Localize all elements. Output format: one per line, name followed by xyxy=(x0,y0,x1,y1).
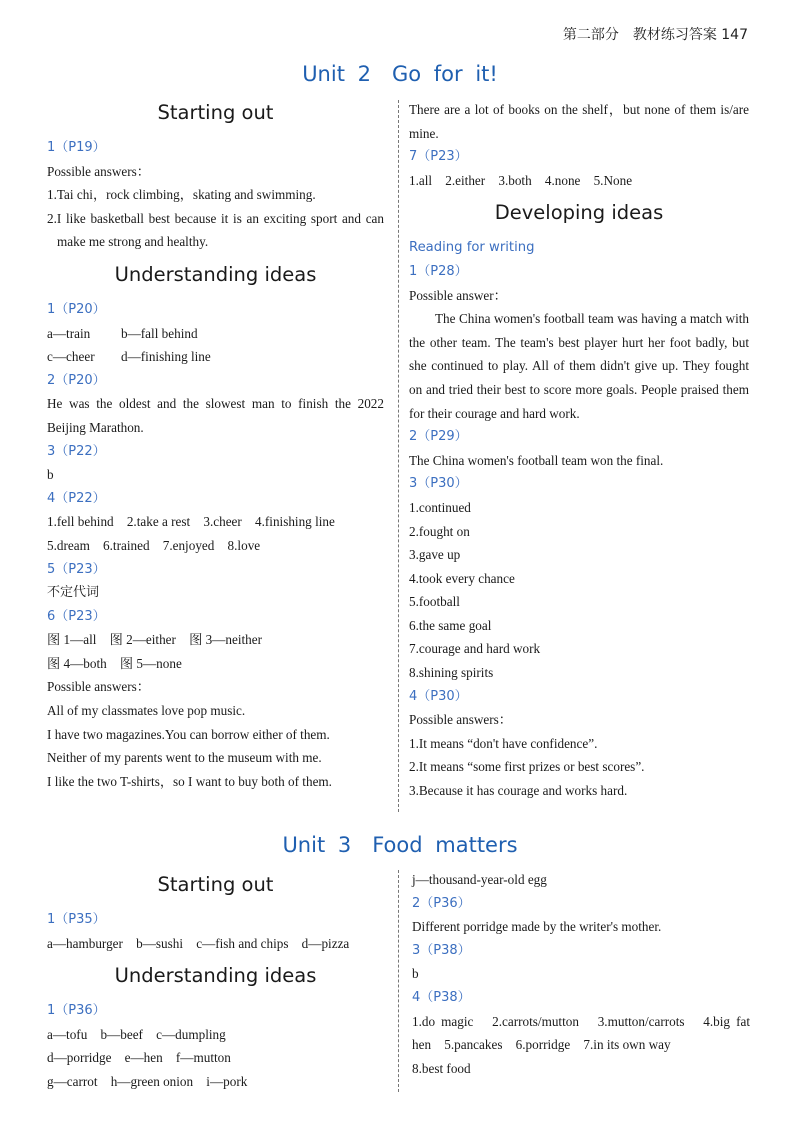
answer-line: 1.all 2.either 3.both 4.none 5.None xyxy=(409,172,633,188)
question-label: 2（P36） xyxy=(412,895,471,911)
answer-intro: Possible answers： xyxy=(47,163,150,179)
unit2-right-column xyxy=(409,98,749,803)
page-header: 第二部分 教材练习答案 147 xyxy=(562,27,748,43)
answer-line: 2.It means “some first prizes or best scores”. xyxy=(409,759,645,775)
answer-line: 1.do magic 2.carrots/mutton 3.mutton/carrots 4.big fat hen 5.pancakes 6.porridge 7.in its own way xyxy=(412,1013,750,1053)
answer-line: He was the oldest and the slowest man to finish the 2022 Beijing Marathon. xyxy=(47,396,384,435)
answer-line: a—tofu b—beef c—dumpling xyxy=(47,1026,226,1042)
answer-line: There are a lot of books on the shelf，but none of them is/are mine. xyxy=(409,102,749,141)
subsection-label: Reading for writing xyxy=(409,240,535,256)
answer-line: 2.I like basketball best because it is an exciting sport and can make me strong and healthy. xyxy=(47,210,384,250)
question-label: 1（P36） xyxy=(47,1003,106,1019)
answer-line: 3.Because it has courage and works hard. xyxy=(409,783,628,799)
answer-item: d—finishing line xyxy=(121,349,211,365)
list-item: 7.courage and hard work xyxy=(409,641,541,657)
question-label: 1（P35） xyxy=(47,912,106,927)
unit3-right-column xyxy=(412,868,750,1080)
answer-line: Neither of my parents went to the museum with me. xyxy=(47,750,322,766)
answer-line: g—carrot h—green onion i—pork xyxy=(47,1073,248,1089)
unit2-understanding-heading: Understanding ideas xyxy=(114,262,317,286)
list-item: 2.fought on xyxy=(409,523,470,539)
answer-line: 8.best food xyxy=(412,1060,471,1076)
question-label: 3（P38） xyxy=(412,942,471,958)
question-label: 3（P22） xyxy=(47,443,106,459)
column-divider xyxy=(398,870,399,1092)
answer-line: 1.It means “don't have confidence”. xyxy=(409,735,598,751)
question-label: 1（P19） xyxy=(47,140,106,155)
unit2-title: Unit 2 Go for it! xyxy=(302,62,498,86)
unit3-title: Unit 3 Food matters xyxy=(282,833,518,857)
answer-line: b xyxy=(412,966,419,982)
answer-line: 图 1—all 图 2—either 图 3—neither xyxy=(47,632,262,648)
unit3-starting-out-heading: Starting out xyxy=(157,873,274,896)
answer-line: Different porridge made by the writer's mother. xyxy=(412,919,662,935)
list-item: 4.took every chance xyxy=(409,570,515,586)
answer-line: b xyxy=(47,467,54,483)
answer-item: a—train xyxy=(47,325,91,341)
unit2-starting-out-heading: Starting out xyxy=(157,101,274,124)
answer-line: j—thousand-year-old egg xyxy=(412,872,547,887)
answer-line: 5.dream 6.trained 7.enjoyed 8.love xyxy=(47,537,261,553)
question-label: 1（P28） xyxy=(409,263,468,279)
answer-line: 不定代词 xyxy=(47,585,100,601)
answer-line: I like the two T-shirts，so I want to buy both of them. xyxy=(47,773,332,789)
question-label: 5（P23） xyxy=(47,561,106,577)
list-item: 6.the same goal xyxy=(409,617,492,633)
question-label: 4（P30） xyxy=(409,688,468,704)
list-item: 1.continued xyxy=(409,499,471,515)
answer-line: a—hamburger b—sushi c—fish and chips d—pizza xyxy=(47,935,350,951)
answer-item: c—cheer xyxy=(47,349,95,365)
question-label: 4（P22） xyxy=(47,490,106,506)
question-label: 1（P20） xyxy=(47,301,106,317)
answer-intro: Possible answer： xyxy=(409,287,507,303)
answer-line: 1.Tai chi，rock climbing，skating and swimming. xyxy=(47,187,316,203)
unit3-understanding-heading: Understanding ideas xyxy=(114,964,317,988)
unit3-left-column xyxy=(47,864,384,1094)
answer-line xyxy=(47,345,384,369)
question-label: 2（P29） xyxy=(409,429,468,445)
column-divider xyxy=(398,100,399,812)
question-label: 3（P30） xyxy=(409,476,468,492)
answer-intro: Possible answers： xyxy=(409,712,512,728)
answer-line: All of my classmates love pop music. xyxy=(47,703,246,719)
answer-line: The China women's football team won the final. xyxy=(409,452,664,468)
list-item: 5.football xyxy=(409,594,460,610)
list-item: 8.shining spirits xyxy=(409,665,494,681)
list-item: 3.gave up xyxy=(409,547,461,563)
answer-line: 1.fell behind 2.take a rest 3.cheer 4.finishing line xyxy=(47,514,335,530)
question-label: 4（P38） xyxy=(412,989,471,1005)
answer-item: b—fall behind xyxy=(121,325,198,341)
unit2-left-column xyxy=(47,92,384,793)
answer-line: d—porridge e—hen f—mutton xyxy=(47,1050,231,1066)
question-label: 2（P20） xyxy=(47,372,106,388)
answer-line: I have two magazines.You can borrow either of them. xyxy=(47,726,330,742)
question-label: 7（P23） xyxy=(409,149,468,165)
unit2-developing-heading: Developing ideas xyxy=(494,201,664,225)
answer-paragraph: The China women's football team was having a match with the other team. The team's best player hurt her foot badly, but she continued to play. All of them didn't give up. They fought on and tried their best to score more goals. People praised them for their courage and hard work. xyxy=(409,311,749,421)
answer-intro: Possible answers： xyxy=(47,679,150,695)
answer-line xyxy=(47,322,384,346)
answer-line: 图 4—both 图 5—none xyxy=(47,655,182,671)
question-label: 6（P23） xyxy=(47,608,106,624)
